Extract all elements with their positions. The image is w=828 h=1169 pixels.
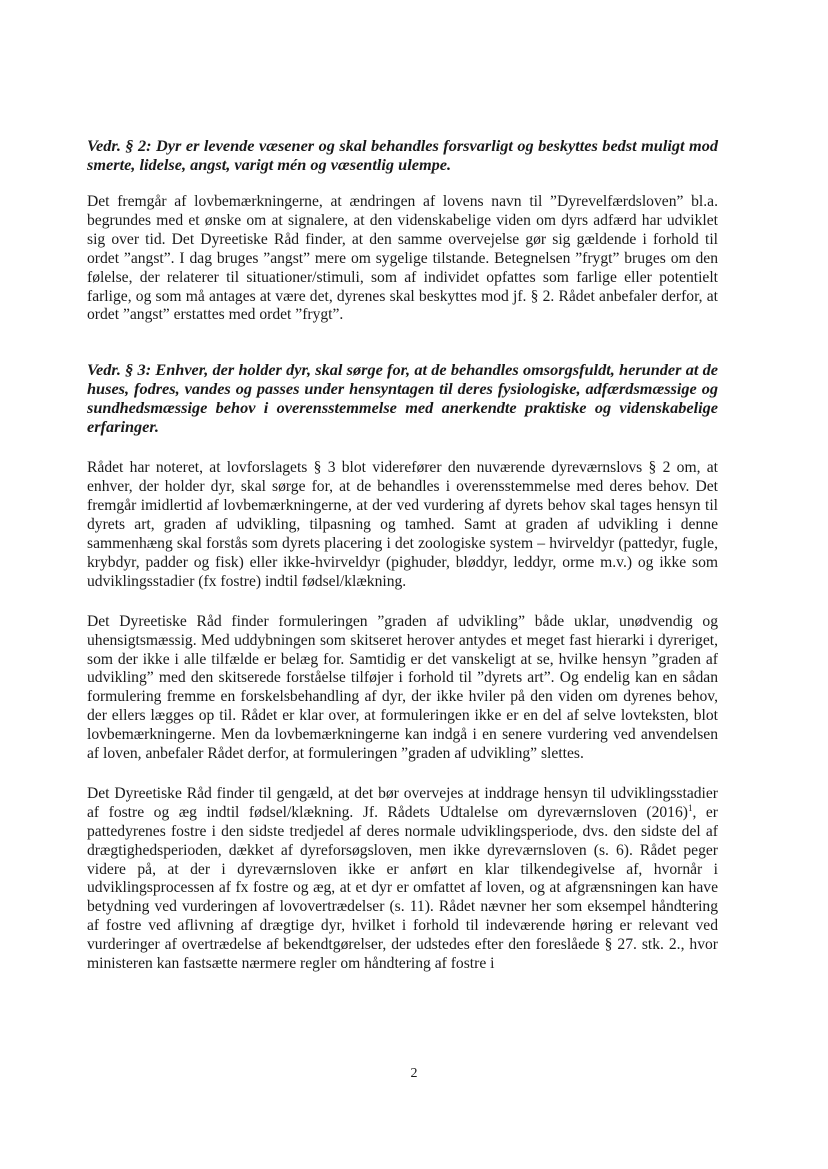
- paragraph-text-part: Det Dyreetiske Råd finder til gengæld, at det bør overvejes at inddrage hensyn til udviklingsstadier af fostre og æg indtil fødsel/klækning. Jf. Rådets Udtalelse om dyreværnsloven (2016): [87, 784, 718, 821]
- body-paragraph: Rådet har noteret, at lovforslagets § 3 blot viderefører den nuværende dyreværnslovs § 2 om, at enhver, der holder dyr, skal sørge for, at de behandles i overensstemmelse med deres behov. Det fremgår imidlertid af lovbemærkningerne, at der ved vurdering af dyrets behov skal tages hensyn til dyrets art, graden af udvikling, tilpasning og tamhed. Samt at graden af udvikling i denne sammenhæng skal forstås som dyrets placering i det zoologiske system – hvirveldyr (pattedyr, fugle, krybdyr, padder og fisk) eller ikke-hvirveldyr (pighuder, bløddyr, leddyr, orme m.v.) og ikke som udviklingsstadier (fx fostre) indtil fødsel/klækning.: [87, 459, 718, 590]
- paragraph-text-part: , er pattedyrenes fostre i den sidste tredjedel af deres normale udviklingsperiode, dvs. den sidste del af drægtighedsperioden, dækket af dyreforsøgsloven, men ikke dyreværnsloven (s. 6). Rådet peger videre på, at der i dyreværnsloven ikke er anført en klar tilkendegivelse af, hvornår i udviklingsprocessen af fx fostre og æg, at et dyr er omfattet af loven, og at afgrænsningen kan have betydning ved vurderingen af lovovertrædelser (s. 11). Rådet nævner her som eksempel håndtering af fostre ved aflivning af drægtige dyr, hvilket i forhold til indeværende høring er relevant ved vurderinger af overtrædelse af bekendtgørelser, der udstedes efter den foreslåede § 27. stk. 2., hvor ministeren kan fastsætte nærmere regler om håndtering af fostre i: [87, 803, 718, 973]
- section-heading-paragraph-3: Vedr. § 3: Enhver, der holder dyr, skal sørge for, at de behandles omsorgsfuldt, herunder at de huses, fodres, vandes og passes under hensyntagen til deres fysiologiske, adfærdsmæssige og sundhedsmæssige behov i overensstemmelse med anerkendte praktiske og videnskabelige erfaringer.: [87, 360, 718, 437]
- page-content: [87, 136, 718, 974]
- body-paragraph: Det Dyreetiske Råd finder formuleringen ”graden af udvikling” både uklar, unødvendig og uhensigtsmæssig. Med uddybningen som skitseret herover antydes et meget fast hierarki i dyreriget, som der ikke i alle tilfælde er belæg for. Samtidig er det vanskeligt at se, hvilke hensyn ”graden af udvikling” med den skitserede forståelse tilføjer i forhold til ”dyrets art”. Og endelig kan en sådan formulering fremme en forskelsbehandling af dyr, der ikke hviler på den viden om dyrenes behov, der ellers lægges op til. Rådet er klar over, at formuleringen ikke er en del af selve lovteksten, blot lovbemærkningerne. Men da lovbemærkningerne kan indgå i en senere vurdering ved anvendelsen af loven, anbefaler Rådet derfor, at formuleringen ”graden af udvikling” slettes.: [87, 612, 718, 763]
- body-paragraph: Det fremgår af lovbemærkningerne, at ændringen af lovens navn til ”Dyrevelfærdsloven” bl.a. begrundes med et ønske om at signalere, at den videnskabelige viden om dyrs adfærd har udviklet sig over tid. Det Dyreetiske Råd finder, at den samme overvejelse gør sig gældende i forhold til ordet ”angst”. I dag bruges ”angst” mere om sygelige tilstande. Betegnelsen ”frygt” bruges om den følelse, der relaterer til situationer/stimuli, som af individet opfattes som farlige eller potentielt farlige, og som må antages at være det, dyrenes skal beskyttes mod jf. § 2. Rådet anbefaler derfor, at ordet ”angst” erstattes med ordet ”frygt”.: [87, 193, 718, 324]
- body-paragraph: [87, 785, 718, 974]
- footnote-reference[interactable]: 1: [687, 802, 693, 813]
- page-number: 2: [410, 1066, 418, 1081]
- section-heading-paragraph-2: Vedr. § 2: Dyr er levende væsener og skal behandles forsvarligt og beskyttes bedst muligt mod smerte, lidelse, angst, varigt mén og væsentlig ulempe.: [87, 136, 718, 174]
